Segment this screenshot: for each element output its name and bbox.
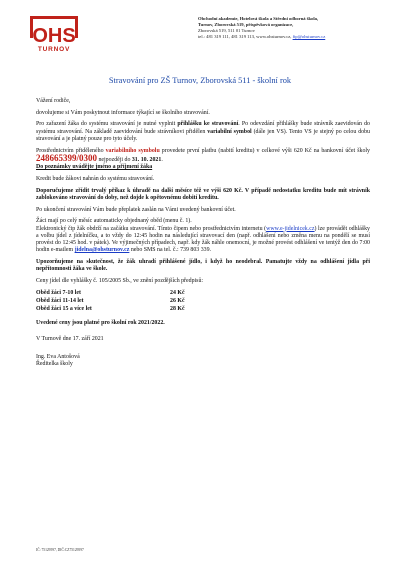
- svg-text:OHS: OHS: [32, 25, 76, 47]
- prices-intro: Ceny jídel dle vyhlášky č. 105/2005 Sb., ve znění pozdějších předpisů:: [36, 278, 204, 285]
- notice-paragraph: Upozorňujeme na skutečnost, že žák uhradí přihlášené jídlo, i když ho neodebral. Pamatujte vždy na odhlášení jídla při nepřítomnosti žáka ve škole.: [36, 259, 370, 273]
- signer-name: Ing. Eva Antošová: [36, 353, 80, 360]
- logo-text: TURNOV: [37, 46, 71, 53]
- letter-body: [36, 98, 370, 368]
- refund-paragraph: Po ukončení stravování Vám bude přeplatek zaslán na Vámi uvedený bankovní účet.: [36, 206, 236, 213]
- payment-paragraph: Prostřednictvím přiděleného variabilního symbolu provedete první platbu (nabití kreditu) v celkové výši 620 Kč na bankovní účet školy 248665399/0300 nejpozději do 31. 10. 2021. Do poznámky uvádějte jméno a příjmení žáka: [36, 147, 370, 171]
- chip-paragraph: Elektronický čip žák obdrží na začátku stravování. Tímto čipem nebo prostřednictvím internetu (www.e-jidelnicek.cz) lze provádět odhlášky a volbu jídel z jídelníčku, a to vždy do 12:45 hodin na následující stravovací den (např. odhlášení nebo změna menu na pondělí se musí provést do 12:45 hod. v pátek). Ve výjimečných případech, např. kdy žák náhle onemocní, je možné provést odhlášení ve tentýž den do 7:00 hodin e-mailem jidelna@ohsturnov.cz nebo SMS na tel. č.: 739 803 339.: [36, 225, 370, 254]
- price-row: Oběd žáci 7-10 let 24 Kč: [36, 289, 185, 296]
- school-contact: tel.: 481 319 111, 481 319 113, www.ohsturnov.cz, ftp@ohsturnov.cz: [198, 34, 326, 40]
- school-header: [198, 16, 378, 40]
- page-title: Stravování pro ZŠ Turnov, Zborovská 511 - školní rok: [108, 76, 292, 85]
- default-menu-paragraph: Žáci mají po celý měsíc automaticky objednaný oběd (menu č. 1).: [36, 218, 192, 225]
- canteen-email-link[interactable]: jidelna@ohsturnov.cz: [74, 247, 130, 254]
- payment-deadline: 31. 10. 2021: [131, 156, 162, 163]
- school-email-link[interactable]: ftp@ohsturnov.cz: [292, 34, 326, 40]
- signer-role: Ředitelka školy: [36, 360, 73, 367]
- school-name-line2: Turnov, Zborovská 519, příspěvková organizace,: [198, 22, 294, 28]
- payment-note: Do poznámky uvádějte jméno a příjmení žáka: [36, 164, 153, 171]
- registration-paragraph: Pro zařazení žáka do systému stravování je nutné vyplnit přihlášku ke stravování. Po odevzdání přihlášky bude strávník zaevidován do systému stravování. Na základě zaevidování bude strávníkovi přidělen variabilní symbol (dále jen VS). Tento VS je stejný po celou dobu stravování a je platný pouze pro tyto účely.: [36, 121, 370, 142]
- footer-ids: IČ: 75129597, DIČ:CZ75129597: [36, 548, 84, 552]
- standing-order-paragraph: Doporučujeme zřídit trvalý příkaz k úhradě na další měsíce též ve výši 620 Kč. V případě nedostatku kreditu bude mít strávník zablokováno stravování do doby, než dojde k opětovnému dobití kreditu.: [36, 187, 370, 201]
- prices-validity: Uvedené ceny jsou platné pro školní rok 2021/2022.: [36, 320, 165, 327]
- school-name-line1: Obchodní akademie, Hotelová škola a Střední odborná škola,: [198, 16, 319, 21]
- signature-block: [36, 354, 370, 369]
- price-table: [36, 290, 185, 314]
- bank-account: 248665399/0300: [36, 152, 98, 163]
- place-date: V Turnově dne 17. září 2021: [36, 335, 104, 342]
- intro-paragraph: dovolujeme si Vám poskytnout informace týkající se školního stravování.: [36, 109, 210, 116]
- credit-paragraph: Kredit bude žákovi nahrán do systému stravování.: [36, 175, 155, 182]
- school-logo-icon: [30, 16, 78, 60]
- ejidelnicek-link[interactable]: www.e-jidelnicek.cz: [266, 225, 315, 232]
- salutation: Vážení rodiče,: [36, 98, 71, 104]
- price-row: Oběd žáci 11-14 let 26 Kč: [36, 297, 185, 304]
- school-address: Zborovská 519, 511 01 Turnov: [198, 28, 255, 34]
- price-row: Oběd žáci 15 a více let 28 Kč: [36, 306, 185, 313]
